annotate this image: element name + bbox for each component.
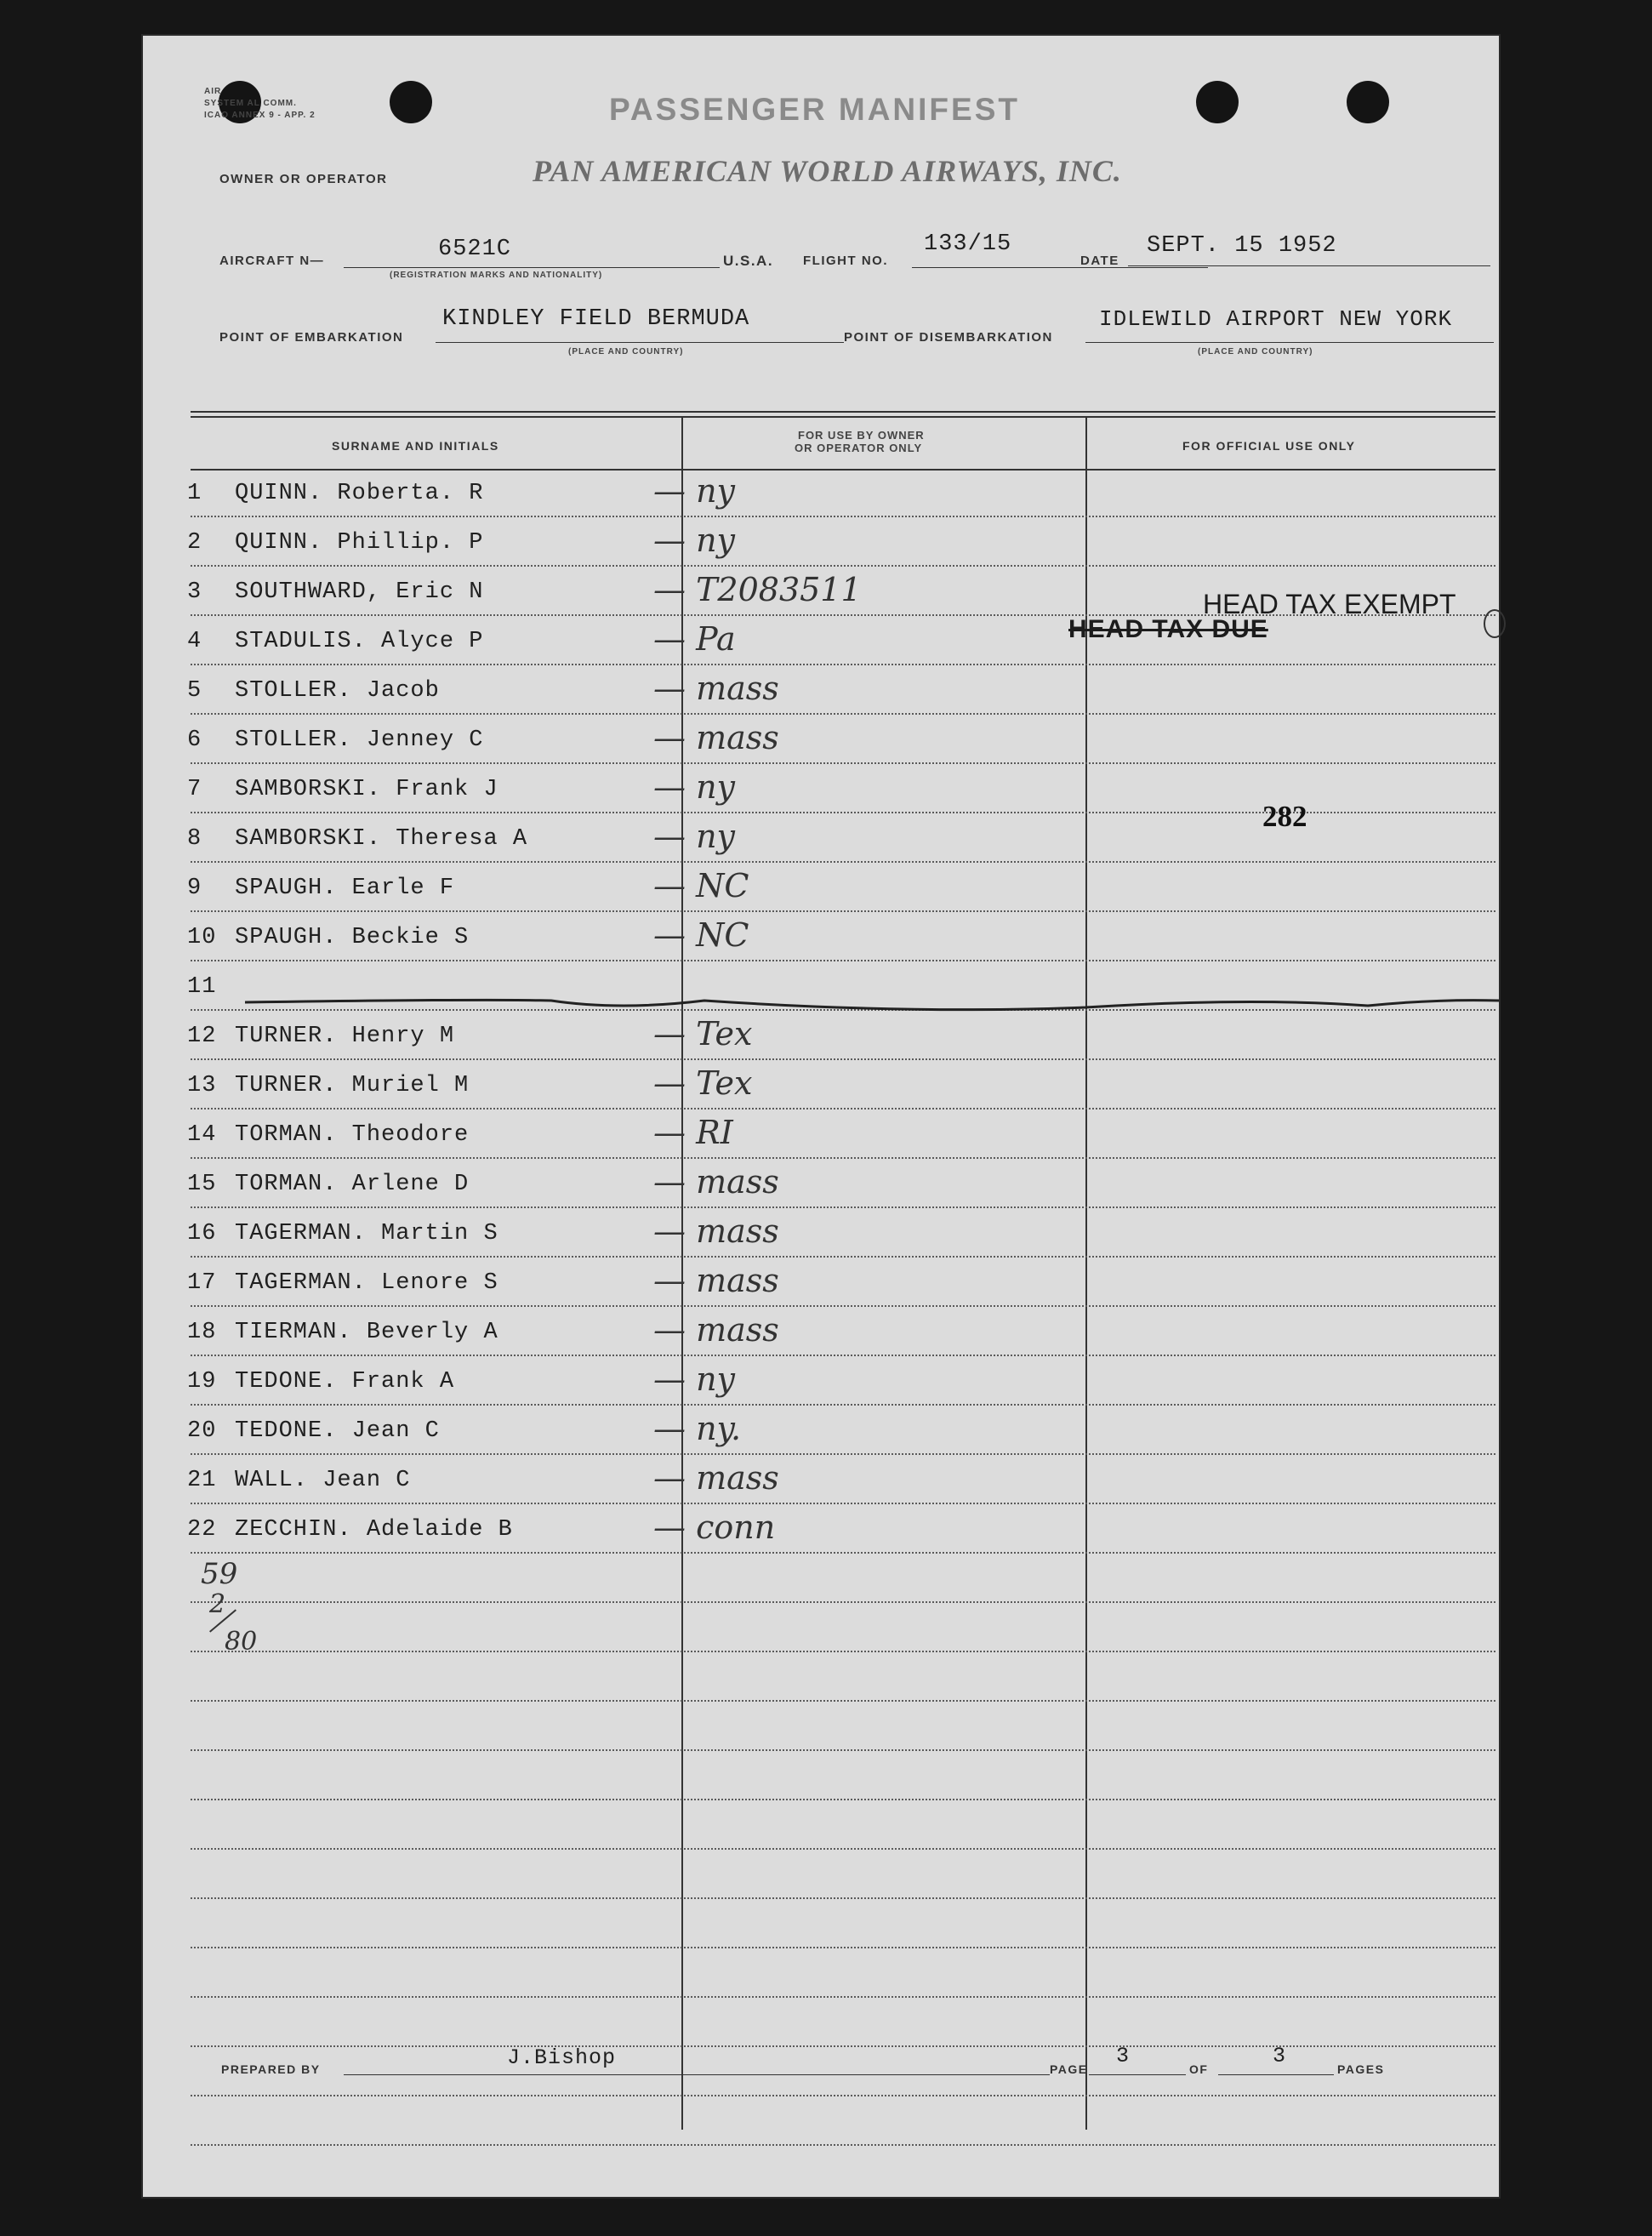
punch-hole [1347, 81, 1389, 123]
place-sublabel: (PLACE AND COUNTRY) [568, 347, 684, 357]
passenger-name: TAGERMAN. Lenore S [235, 1270, 498, 1296]
passenger-name: QUINN. Phillip. P [235, 530, 484, 556]
row-number: 17 [187, 1270, 217, 1296]
passenger-name: TURNER. Henry M [235, 1024, 455, 1049]
row-rule [191, 1947, 1495, 1948]
passenger-name: TEDONE. Frank A [235, 1369, 455, 1395]
embarkation-value: KINDLEY FIELD BERMUDA [442, 306, 750, 332]
row-rule [191, 910, 1495, 912]
row-rule [191, 1552, 1495, 1554]
nationality: U.S.A. [723, 253, 774, 269]
passenger-name: STOLLER. Jacob [235, 678, 440, 704]
owner-note: — mass [653, 1459, 779, 1497]
row-rule [191, 1897, 1495, 1899]
owner-label: OWNER OR OPERATOR [219, 172, 388, 186]
row-rule [191, 2095, 1495, 2096]
tally: 80 [225, 1627, 258, 1657]
row-rule [191, 1749, 1495, 1751]
owner-note: — mass [653, 1212, 779, 1250]
row-rule [191, 1404, 1495, 1406]
row-rule [191, 1206, 1495, 1208]
row-number: 5 [187, 678, 202, 704]
owner-note: — conn [653, 1509, 776, 1546]
row-rule [191, 2045, 1495, 2047]
row-rule [191, 1848, 1495, 1850]
row-rule [191, 1058, 1495, 1060]
row-number: 14 [187, 1122, 217, 1148]
regulation-note: SYSTEM AL COMM. [204, 99, 297, 108]
place-sublabel: (PLACE AND COUNTRY) [1198, 347, 1313, 357]
passenger-name: TAGERMAN. Martin S [235, 1221, 498, 1246]
owner-note: — mass [653, 670, 779, 707]
column-header-official: FOR OFFICIAL USE ONLY [1182, 439, 1356, 453]
row-rule [191, 664, 1495, 665]
row-number: 18 [187, 1320, 217, 1345]
of-label: OF [1189, 2062, 1209, 2076]
row-number: 7 [187, 777, 202, 802]
head-tax-exempt-stamp: HEAD TAX EXEMPT [1203, 589, 1456, 619]
row-rule [191, 960, 1495, 961]
regulation-note: ICAO ANNEX 9 - APP. 2 [204, 111, 316, 120]
owner-value: PAN AMERICAN WORLD AIRWAYS, INC. [533, 154, 1122, 188]
owner-note: — mass [653, 1311, 779, 1349]
owner-note: — RI [653, 1114, 733, 1151]
column-header-owner-use: OR OPERATOR ONLY [795, 442, 923, 454]
head-tax-due-struck: HEAD TAX DUE [1068, 615, 1268, 643]
prepared-value: J.Bishop [507, 2045, 617, 2070]
page-label: PAGE [1050, 2062, 1088, 2076]
owner-note: — ny [653, 472, 736, 510]
passenger-name: STOLLER. Jenney C [235, 727, 484, 753]
owner-note: — ny [653, 768, 736, 806]
row-rule [191, 1453, 1495, 1455]
owner-note: — ny [653, 1360, 736, 1398]
row-rule [191, 1256, 1495, 1258]
pages-label: PAGES [1337, 2062, 1385, 2076]
row-number: 22 [187, 1517, 217, 1543]
pages-value: 3 [1273, 2044, 1287, 2068]
circle-mark-icon [1484, 609, 1506, 638]
row-rule [191, 1799, 1495, 1800]
aircraft-sublabel: (REGISTRATION MARKS AND NATIONALITY) [390, 271, 603, 280]
row-number: 6 [187, 727, 202, 753]
row-rule [191, 565, 1495, 567]
row-number: 16 [187, 1221, 217, 1246]
row-number: 9 [187, 876, 202, 901]
date-value: SEPT. 15 1952 [1147, 233, 1337, 259]
owner-note: — ny [653, 818, 736, 855]
passenger-name: SOUTHWARD, Eric N [235, 579, 484, 605]
flight-value: 133/15 [924, 231, 1012, 257]
row-number: 19 [187, 1369, 217, 1395]
owner-note: — ny [653, 522, 736, 559]
passenger-name: ZECCHIN. Adelaide B [235, 1517, 513, 1543]
row-number: 13 [187, 1073, 217, 1098]
row-rule [191, 1601, 1495, 1603]
row-rule [191, 713, 1495, 715]
aircraft-value: 6521C [438, 237, 512, 262]
passenger-name: WALL. Jean C [235, 1468, 411, 1493]
tally: 59 [201, 1557, 238, 1591]
embarkation-label: POINT OF EMBARKATION [219, 330, 404, 345]
owner-note: — T2083511 [653, 571, 862, 608]
flight-label: FLIGHT NO. [803, 254, 888, 268]
strike-line [143, 989, 1499, 1023]
row-number: 20 [187, 1418, 217, 1444]
row-rule [191, 1700, 1495, 1702]
prepared-label: PREPARED BY [221, 2062, 321, 2076]
row-number: 12 [187, 1024, 217, 1049]
row-number: 21 [187, 1468, 217, 1493]
punch-hole [390, 81, 432, 123]
passenger-name: QUINN. Roberta. R [235, 481, 484, 506]
row-number: 3 [187, 579, 202, 605]
punch-hole [1196, 81, 1239, 123]
passenger-name: SAMBORSKI. Frank J [235, 777, 498, 802]
row-number: 15 [187, 1172, 217, 1197]
row-rule [191, 1157, 1495, 1159]
row-number: 11 [187, 974, 217, 1000]
passenger-name: SPAUGH. Earle F [235, 876, 455, 901]
disembarkation-label: POINT OF DISEMBARKATION [844, 330, 1053, 345]
row-rule [191, 1503, 1495, 1504]
owner-note: — mass [653, 1163, 779, 1201]
column-header-surname: SURNAME AND INITIALS [332, 439, 499, 453]
passenger-name: TURNER. Muriel M [235, 1073, 470, 1098]
page-value: 3 [1116, 2044, 1131, 2068]
owner-note: — NC [653, 867, 749, 904]
owner-note: — mass [653, 1262, 779, 1299]
tally: 2 [209, 1589, 226, 1619]
row-rule [191, 1651, 1495, 1652]
passenger-name: TORMAN. Arlene D [235, 1172, 470, 1197]
aircraft-label: AIRCRAFT N— [219, 254, 325, 268]
passenger-name: TEDONE. Jean C [235, 1418, 440, 1444]
owner-note: — Tex [653, 1015, 753, 1052]
row-rule [191, 1996, 1495, 1998]
row-number: 10 [187, 925, 217, 950]
row-number: 2 [187, 530, 202, 556]
row-rule [191, 1305, 1495, 1307]
row-rule [191, 2144, 1495, 2146]
passenger-name: SAMBORSKI. Theresa A [235, 826, 528, 852]
row-rule [191, 516, 1495, 517]
owner-note: — Pa [653, 620, 736, 658]
row-rule [191, 762, 1495, 764]
row-number: 8 [187, 826, 202, 852]
passenger-name: TORMAN. Theodore [235, 1122, 470, 1148]
owner-note: — Tex [653, 1064, 753, 1102]
row-number: 1 [187, 481, 202, 506]
manifest-sheet [143, 36, 1499, 2197]
owner-note: — NC [653, 916, 749, 954]
regulation-note: AIR [204, 87, 222, 96]
disembarkation-value: IDLEWILD AIRPORT NEW YORK [1099, 306, 1453, 332]
official-number: 282 [1262, 800, 1307, 833]
date-label: DATE [1080, 254, 1119, 268]
form-title: PASSENGER MANIFEST [609, 92, 1020, 127]
passenger-name: STADULIS. Alyce P [235, 629, 484, 654]
owner-note: — ny. [653, 1410, 742, 1447]
owner-note: — mass [653, 719, 779, 756]
column-divider [1085, 418, 1087, 2130]
row-number: 4 [187, 629, 202, 654]
row-rule [191, 1108, 1495, 1109]
passenger-name: TIERMAN. Beverly A [235, 1320, 498, 1345]
passenger-name: SPAUGH. Beckie S [235, 925, 470, 950]
row-rule [191, 1355, 1495, 1356]
column-header-owner-use: FOR USE BY OWNER [798, 429, 925, 442]
row-rule [191, 861, 1495, 863]
